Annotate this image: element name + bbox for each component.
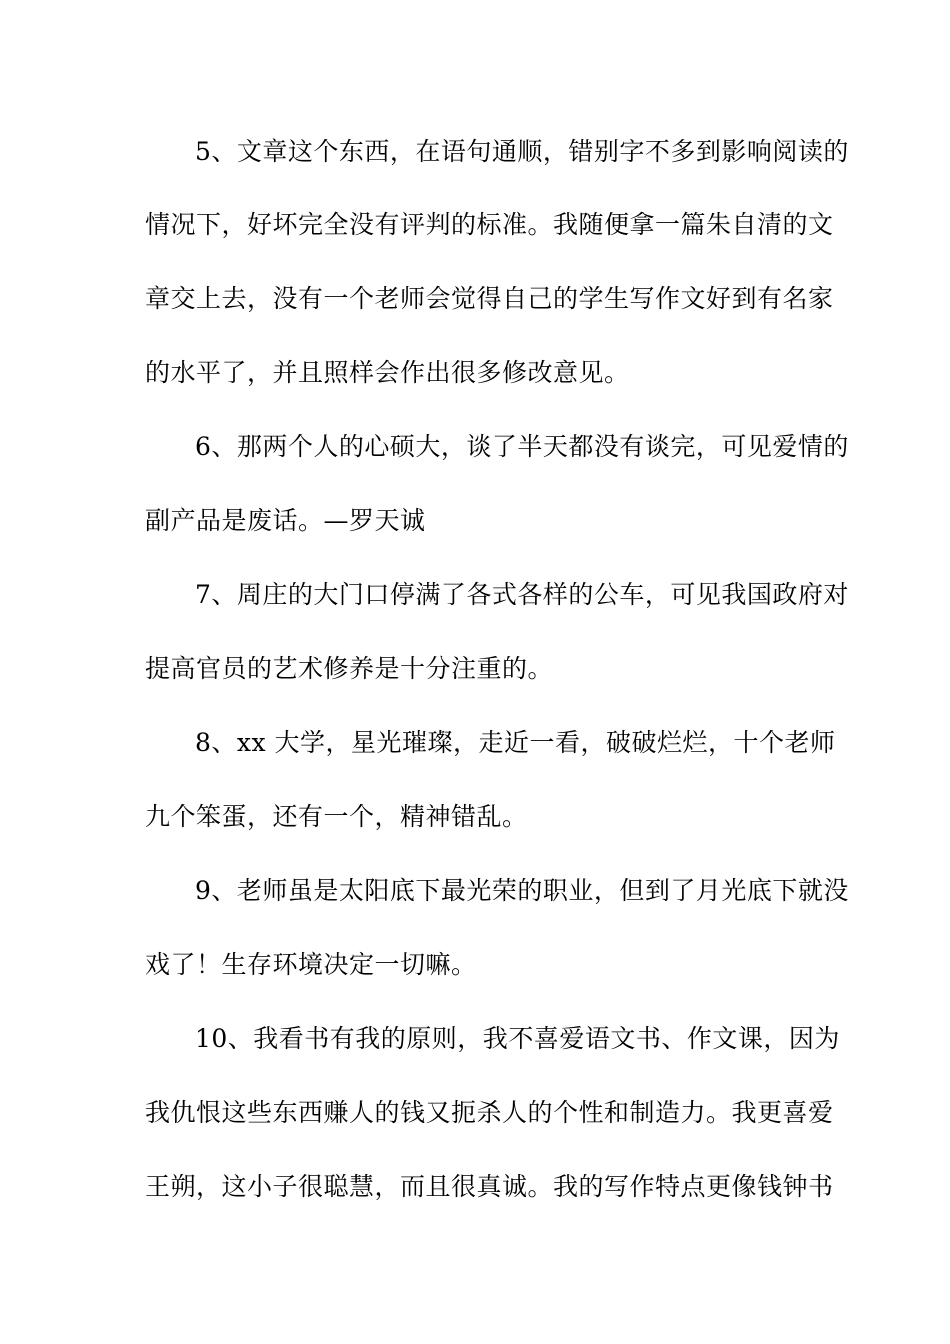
text-line: 情况下，好坏完全没有评判的标准。我随便拿一篇朱自清的文: [145, 210, 834, 239]
text-line: 戏了！生存环境决定一切嘛。: [145, 950, 477, 979]
text-line: 6、那两个人的心硕大，谈了半天都没有谈完，可见爱情的: [195, 432, 849, 461]
text-line: 10、我看书有我的原则，我不喜爱语文书、作文课，因为: [195, 1024, 840, 1053]
text-line: 8、xx 大学，星光璀璨，走近一看，破破烂烂，十个老师: [195, 728, 836, 757]
text-line: 5、文章这个东西，在语句通顺，错别字不多到影响阅读的: [195, 137, 849, 166]
text-line: 副产品是废话。—罗天诚: [145, 506, 426, 535]
text-line: 的水平了，并且照样会作出很多修改意见。: [145, 358, 630, 387]
text-line: 我仇恨这些东西赚人的钱又扼杀人的个性和制造力。我更喜爱: [145, 1098, 834, 1127]
text-line: 7、周庄的大门口停满了各式各样的公车，可见我国政府对: [195, 580, 849, 609]
text-line: 提高官员的艺术修养是十分注重的。: [145, 654, 554, 683]
text-line: 九个笨蛋，还有一个，精神错乱。: [145, 802, 528, 831]
text-line: 章交上去，没有一个老师会觉得自己的学生写作文好到有名家: [145, 284, 834, 313]
text-line: 9、老师虽是太阳底下最光荣的职业，但到了月光底下就没: [195, 876, 849, 905]
text-line: 王朔，这小子很聪慧，而且很真诚。我的写作特点更像钱钟书: [145, 1172, 834, 1201]
